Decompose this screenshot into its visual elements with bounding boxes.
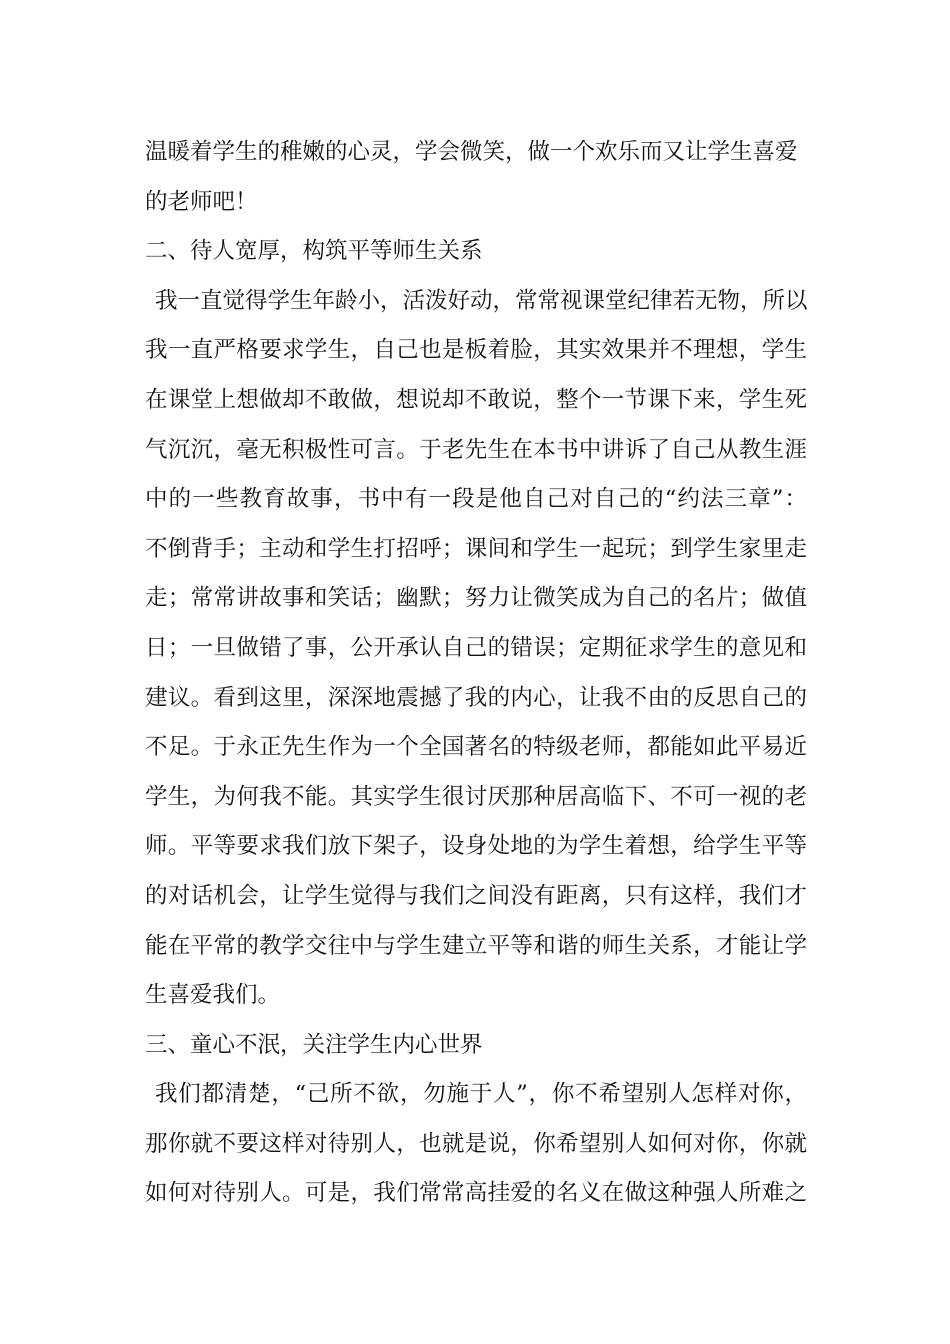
text-line: 日；一旦做错了事，公开承认自己的错误；定期征求学生的意见和 xyxy=(145,634,807,661)
text-line: 能在平常的教学交往中与学生建立平等和谐的师生关系，才能让学 xyxy=(145,932,807,959)
text-line: 如何对待别人。可是，我们常常高挂爱的名义在做这种强人所难之 xyxy=(145,1180,807,1207)
section-heading: 二、待人宽厚，构筑平等师生关系 xyxy=(145,238,483,265)
text-line: 师。平等要求我们放下架子，设身处地的为学生着想，给学生平等 xyxy=(145,833,807,860)
section-heading: 三、童心不泯，关注学生内心世界 xyxy=(145,1031,483,1058)
text-line: 不倒背手；主动和学生打招呼；课间和学生一起玩；到学生家里走 xyxy=(145,535,807,562)
text-line: 我一直觉得学生年龄小，活泼好动，常常视课堂纪律若无物，所以 xyxy=(155,287,808,314)
text-line: 建议。看到这里，深深地震撼了我的内心，让我不由的反思自己的 xyxy=(145,684,807,711)
text-line: 的老师吧！ xyxy=(145,188,258,215)
text-line: 我一直严格要求学生，自己也是板着脸，其实效果并不理想，学生 xyxy=(145,337,807,364)
text-line: 我们都清楚，“己所不欲，勿施于人”，你不希望别人怎样对你， xyxy=(155,1081,807,1108)
text-line: 温暖着学生的稚嫩的心灵，学会微笑，做一个欢乐而又让学生喜爱 xyxy=(145,139,798,165)
text-line: 在课堂上想做却不敢做，想说却不敢说，整个一节课下来，学生死 xyxy=(145,386,807,413)
text-line: 那你就不要这样对待别人，也就是说，你希望别人如何对你，你就 xyxy=(145,1130,807,1157)
text-line: 中的一些教育故事，书中有一段是他自己对自己的“约法三章”： xyxy=(145,486,807,513)
text-line: 的对话机会，让学生觉得与我们之间没有距离，只有这样，我们才 xyxy=(145,882,807,909)
document-page xyxy=(145,128,807,1219)
text-line: 气沉沉，毫无积极性可言。于老先生在本书中讲诉了自己从教生涯 xyxy=(145,436,807,463)
text-line: 走；常常讲故事和笑话；幽默；努力让微笑成为自己的名片；做值 xyxy=(145,585,807,612)
text-line: 生喜爱我们。 xyxy=(145,982,281,1009)
text-line: 不足。于永正先生作为一个全国著名的特级老师，都能如此平易近 xyxy=(145,734,807,761)
text-line: 学生，为何我不能。其实学生很讨厌那种居高临下、不可一视的老 xyxy=(145,783,807,810)
